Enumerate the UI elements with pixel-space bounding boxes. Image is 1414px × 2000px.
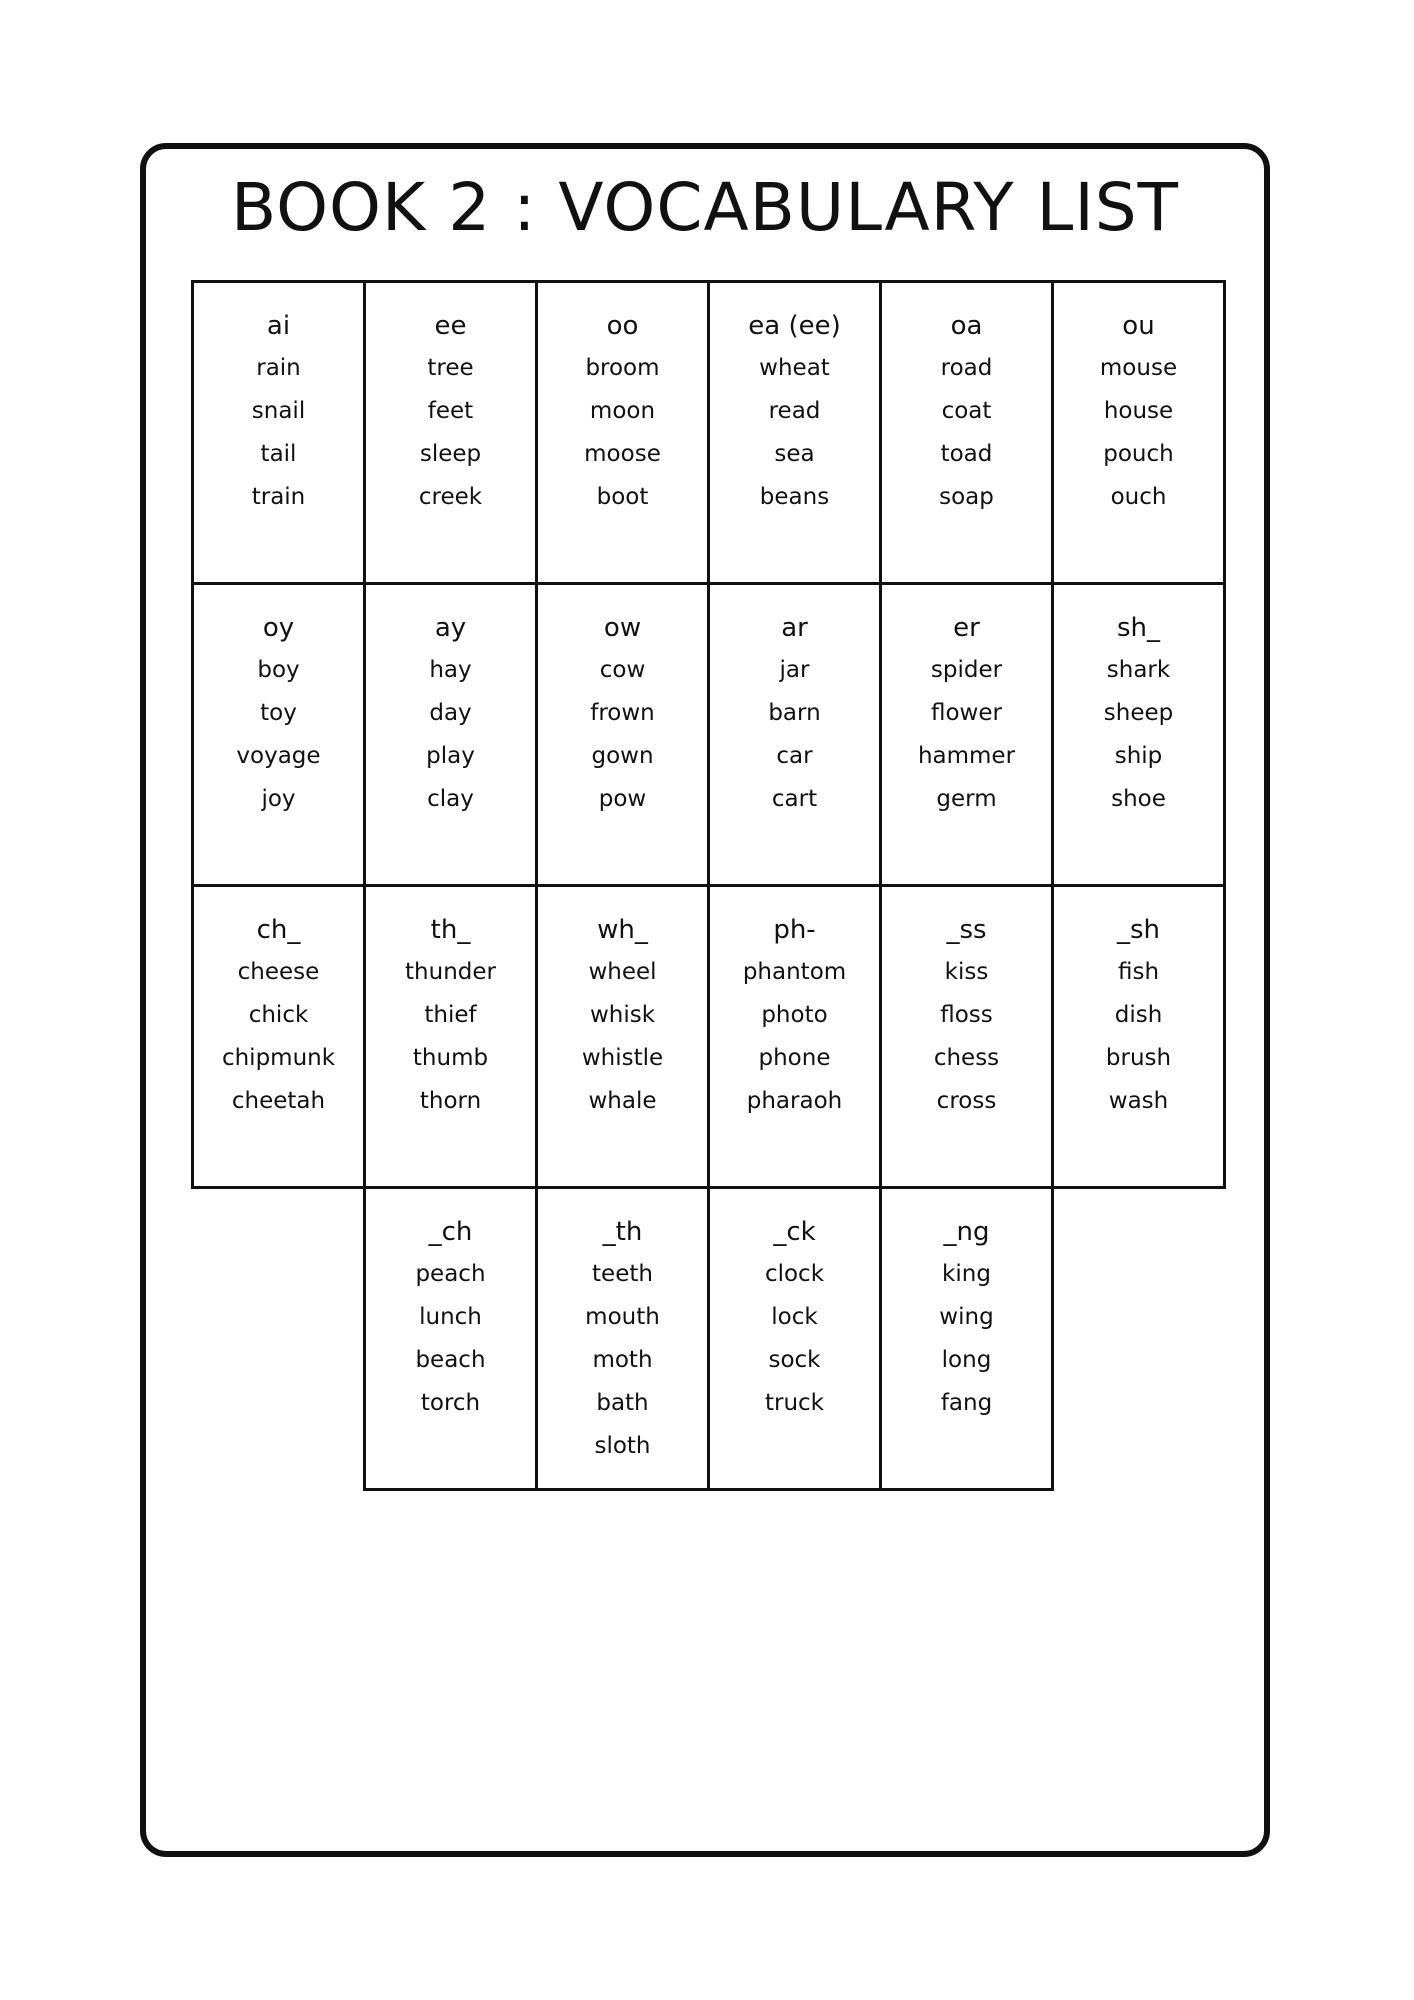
phonics-heading: ou	[1122, 311, 1155, 341]
vocabulary-word: mouth	[585, 1304, 660, 1330]
vocabulary-word: snail	[251, 398, 306, 424]
vocabulary-word: toad	[940, 441, 993, 467]
vocabulary-cell	[879, 884, 1054, 1189]
vocabulary-word: moth	[592, 1347, 653, 1373]
vocabulary-word: dish	[1114, 1002, 1163, 1028]
phonics-heading: oy	[262, 613, 295, 643]
vocabulary-word: floss	[940, 1002, 993, 1028]
vocabulary-word: joy	[261, 786, 296, 812]
vocabulary-word: fang	[940, 1390, 993, 1416]
vocabulary-word: hay	[429, 657, 472, 683]
vocabulary-word: pouch	[1103, 441, 1174, 467]
phonics-heading: _ck	[773, 1217, 816, 1247]
vocabulary-word: clay	[427, 786, 474, 812]
vocabulary-word: car	[776, 743, 813, 769]
vocabulary-cell	[707, 1186, 882, 1491]
vocabulary-word: phantom	[742, 959, 847, 985]
vocabulary-word: tree	[427, 355, 474, 381]
vocabulary-word: gown	[591, 743, 654, 769]
vocabulary-word: spider	[930, 657, 1003, 683]
vocabulary-word: cart	[771, 786, 818, 812]
vocabulary-word: creek	[418, 484, 483, 510]
vocabulary-word: coat	[941, 398, 992, 424]
vocabulary-word: house	[1103, 398, 1174, 424]
phonics-heading: ai	[266, 311, 291, 341]
vocabulary-word: whisk	[589, 1002, 656, 1028]
vocabulary-word: beach	[415, 1347, 486, 1373]
vocabulary-word: kiss	[944, 959, 989, 985]
vocabulary-word: sheep	[1103, 700, 1174, 726]
vocabulary-cell	[191, 884, 366, 1189]
vocabulary-word: chick	[248, 1002, 309, 1028]
vocabulary-word: rain	[256, 355, 301, 381]
vocabulary-word: truck	[764, 1390, 825, 1416]
vocabulary-word: train	[251, 484, 306, 510]
vocabulary-cell	[879, 1186, 1054, 1491]
vocabulary-word: toy	[260, 700, 297, 726]
vocabulary-word: chess	[933, 1045, 1000, 1071]
vocabulary-word: ouch	[1110, 484, 1167, 510]
phonics-heading: ee	[434, 311, 467, 341]
vocabulary-cell	[191, 582, 366, 887]
vocabulary-word: broom	[585, 355, 660, 381]
vocabulary-word: play	[426, 743, 475, 769]
phonics-heading: ph-	[773, 915, 816, 945]
vocabulary-word: cross	[936, 1088, 997, 1114]
vocabulary-word: cheese	[237, 959, 320, 985]
vocabulary-word: ship	[1114, 743, 1163, 769]
vocabulary-word: cheetah	[231, 1088, 326, 1114]
vocabulary-word: moon	[589, 398, 656, 424]
vocabulary-cell	[535, 582, 710, 887]
vocabulary-word: lock	[771, 1304, 818, 1330]
vocabulary-word: sea	[774, 441, 815, 467]
vocabulary-word: peach	[415, 1261, 486, 1287]
phonics-heading: oa	[950, 311, 983, 341]
phonics-heading: ar	[781, 613, 808, 643]
vocabulary-cell	[363, 280, 538, 585]
vocabulary-word: shoe	[1111, 786, 1166, 812]
vocabulary-cell	[707, 884, 882, 1189]
vocabulary-word: boot	[596, 484, 649, 510]
vocabulary-word: pow	[598, 786, 647, 812]
vocabulary-word: soap	[939, 484, 994, 510]
vocabulary-word: photo	[761, 1002, 828, 1028]
vocabulary-word: pharaoh	[746, 1088, 843, 1114]
vocabulary-cell	[879, 280, 1054, 585]
vocabulary-cell	[535, 1186, 710, 1491]
vocabulary-cell	[535, 884, 710, 1189]
vocabulary-word: frown	[590, 700, 655, 726]
vocabulary-word: clock	[764, 1261, 825, 1287]
vocabulary-word: sock	[768, 1347, 821, 1373]
vocabulary-word: flower	[931, 700, 1002, 726]
phonics-heading: ea (ee)	[748, 311, 841, 341]
phonics-heading: _th	[602, 1217, 643, 1247]
vocabulary-cell	[363, 582, 538, 887]
vocabulary-word: tail	[260, 441, 297, 467]
phonics-heading: _ss	[946, 915, 987, 945]
vocabulary-word: day	[429, 700, 472, 726]
vocabulary-word: wheel	[588, 959, 657, 985]
vocabulary-word: germ	[936, 786, 997, 812]
vocabulary-cell	[707, 582, 882, 887]
vocabulary-word: king	[942, 1261, 991, 1287]
vocabulary-word: boy	[257, 657, 300, 683]
phonics-heading: er	[953, 613, 980, 643]
vocabulary-word: wash	[1108, 1088, 1169, 1114]
vocabulary-word: road	[940, 355, 993, 381]
vocabulary-word: shark	[1106, 657, 1171, 683]
vocabulary-cell	[363, 884, 538, 1189]
vocabulary-word: feet	[427, 398, 474, 424]
vocabulary-word: wheat	[759, 355, 830, 381]
vocabulary-word: cow	[599, 657, 646, 683]
phonics-heading: th_	[430, 915, 471, 945]
vocabulary-word: long	[941, 1347, 992, 1373]
vocabulary-word: thunder	[405, 959, 496, 985]
vocabulary-word: teeth	[592, 1261, 653, 1287]
vocabulary-word: sleep	[419, 441, 482, 467]
vocabulary-word: phone	[758, 1045, 831, 1071]
vocabulary-word: whistle	[581, 1045, 664, 1071]
vocabulary-cell	[1051, 884, 1226, 1189]
vocabulary-word: barn	[768, 700, 821, 726]
vocabulary-word: jar	[779, 657, 810, 683]
vocabulary-cell	[363, 1186, 538, 1491]
phonics-heading: wh_	[597, 915, 648, 945]
vocabulary-word: thief	[424, 1002, 477, 1028]
vocabulary-word: sloth	[594, 1433, 651, 1459]
vocabulary-cell	[191, 280, 366, 585]
phonics-heading: ch_	[256, 915, 301, 945]
vocabulary-word: read	[768, 398, 821, 424]
vocabulary-cell	[1051, 582, 1226, 887]
phonics-heading: ay	[434, 613, 467, 643]
vocabulary-word: voyage	[236, 743, 321, 769]
vocabulary-word: whale	[588, 1088, 657, 1114]
phonics-heading: _ch	[428, 1217, 473, 1247]
vocabulary-word: thumb	[412, 1045, 489, 1071]
vocabulary-word: moose	[584, 441, 661, 467]
vocabulary-word: lunch	[419, 1304, 482, 1330]
phonics-heading: sh_	[1116, 613, 1161, 643]
vocabulary-word: chipmunk	[221, 1045, 336, 1071]
phonics-heading: _sh	[1116, 915, 1161, 945]
vocabulary-word: bath	[596, 1390, 649, 1416]
vocabulary-word: fish	[1117, 959, 1160, 985]
vocabulary-word: mouse	[1099, 355, 1178, 381]
vocabulary-word: thorn	[419, 1088, 482, 1114]
vocabulary-cell	[707, 280, 882, 585]
phonics-heading: oo	[606, 311, 639, 341]
vocabulary-word: wing	[939, 1304, 994, 1330]
vocabulary-cell	[1051, 280, 1226, 585]
phonics-heading: ow	[603, 613, 642, 643]
vocabulary-cell	[879, 582, 1054, 887]
page-title: BOOK 2 : VOCABULARY LIST	[230, 169, 1180, 246]
phonics-heading: _ng	[943, 1217, 990, 1247]
vocabulary-word: brush	[1105, 1045, 1172, 1071]
vocabulary-cell	[535, 280, 710, 585]
vocabulary-word: hammer	[917, 743, 1016, 769]
vocabulary-word: torch	[420, 1390, 481, 1416]
vocabulary-word: beans	[759, 484, 830, 510]
